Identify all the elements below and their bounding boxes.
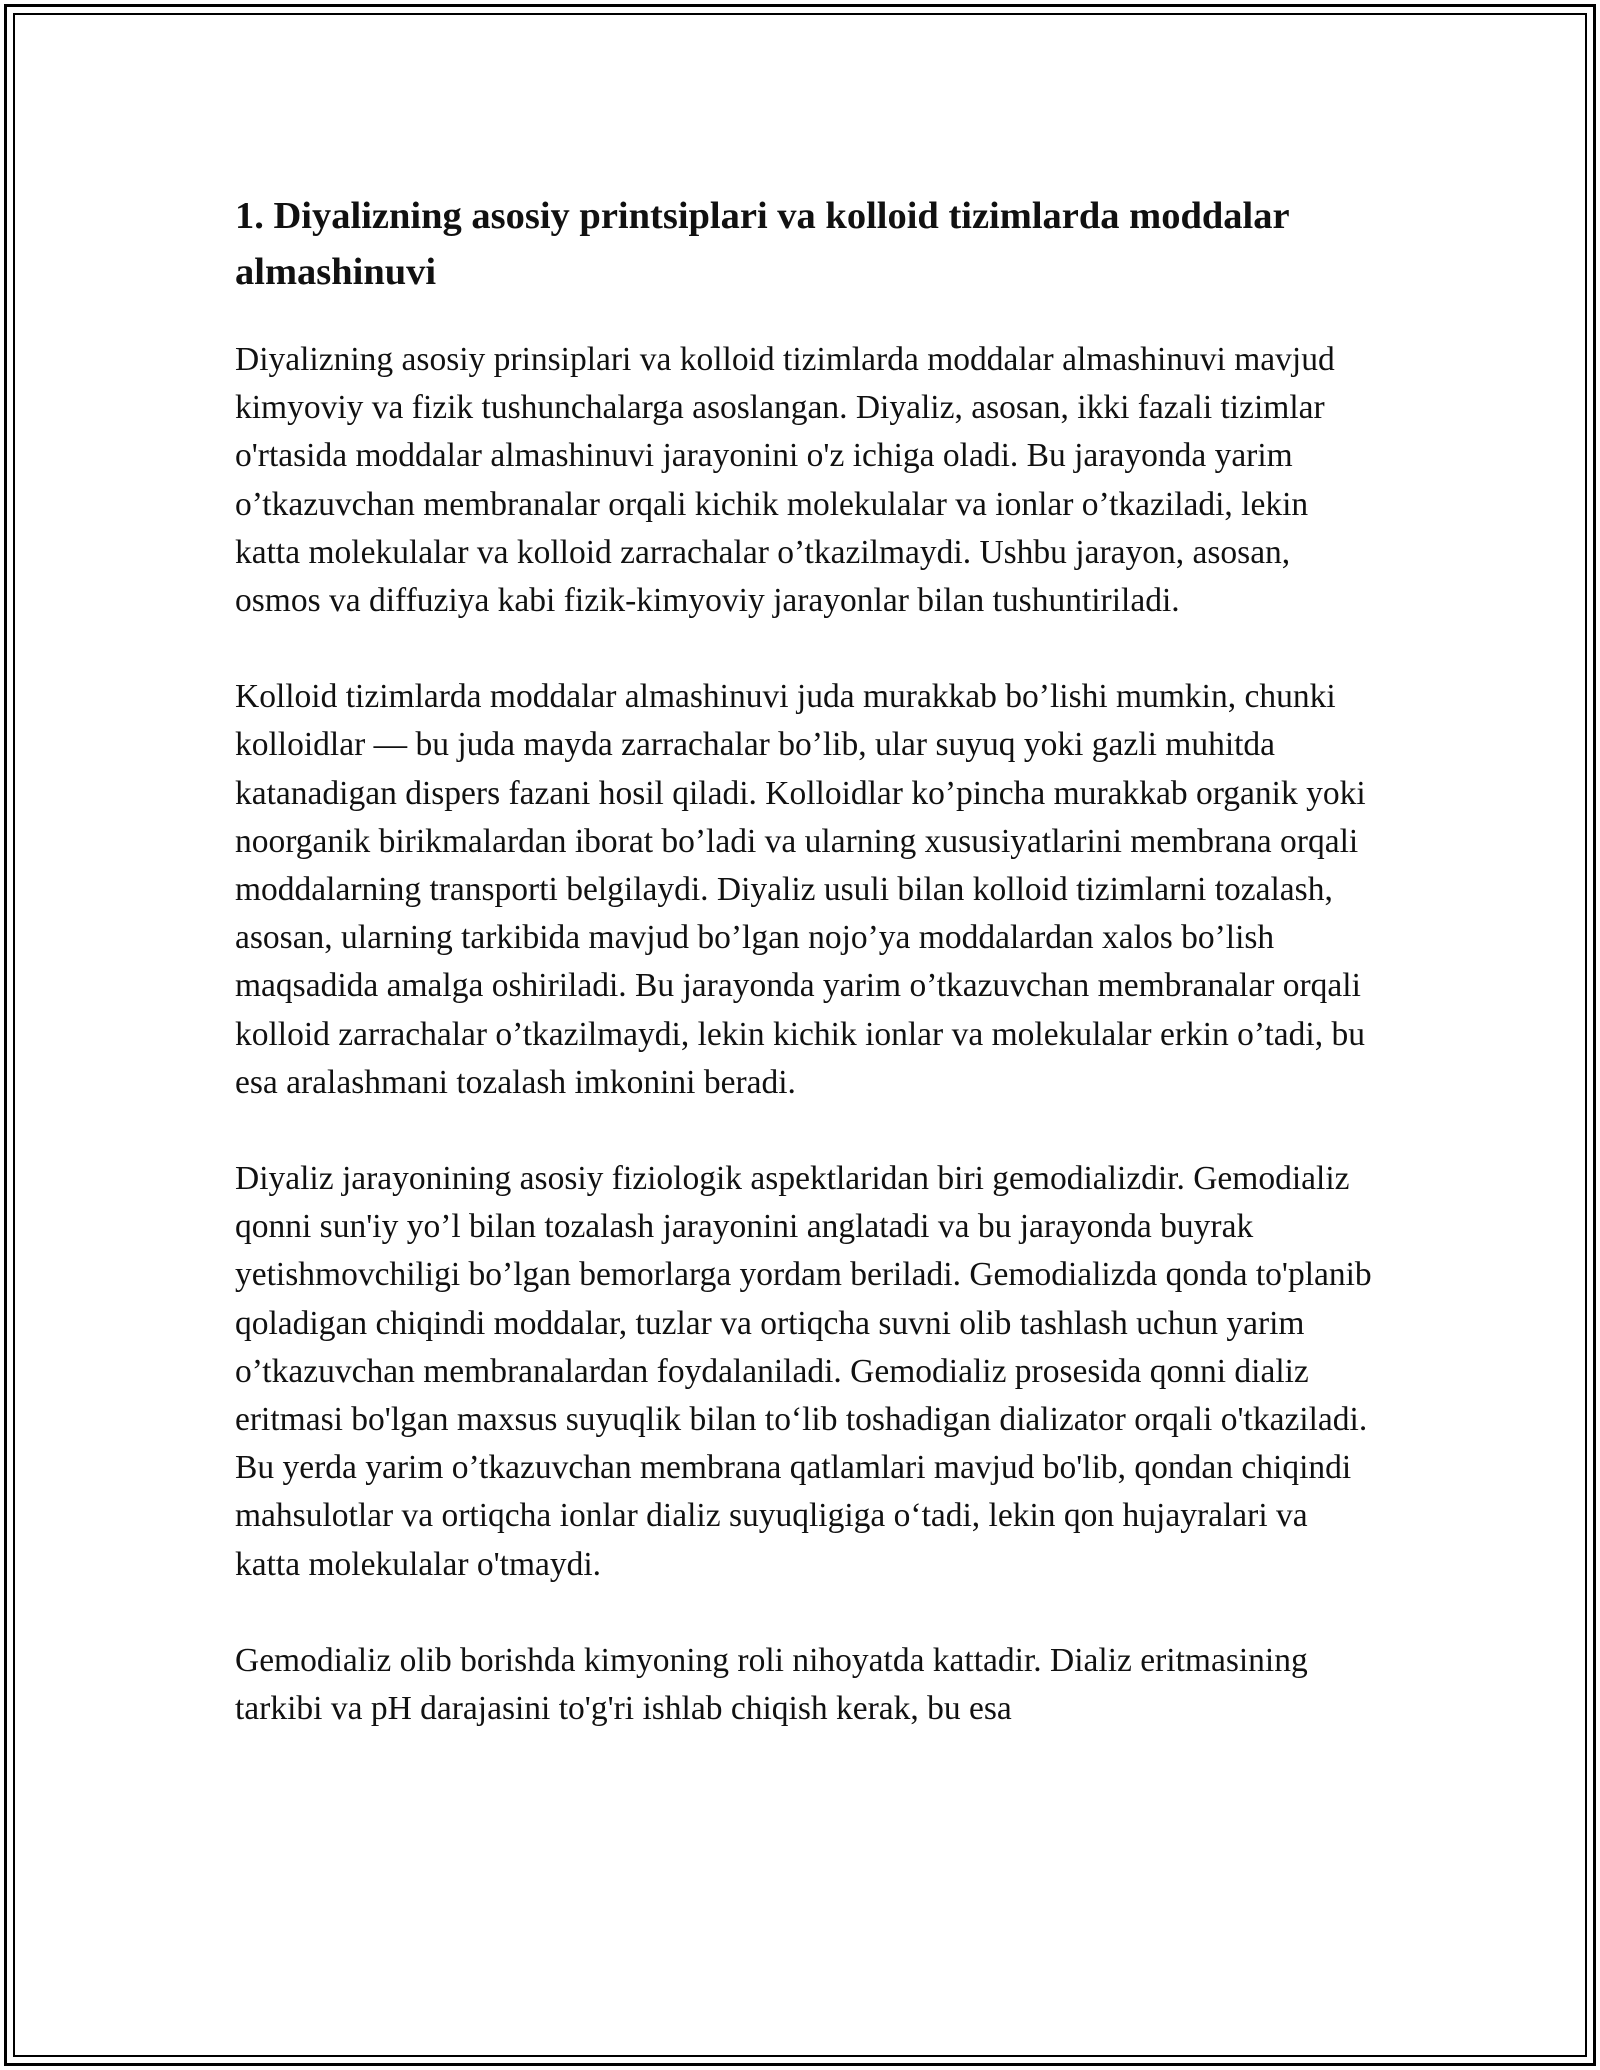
paragraph-4: Gemodializ olib borishda kimyoning roli nihoyatda kattadir. Dializ eritmasining tarkibi va pH darajasini to'g'ri ishlab chiqish kerak, bu esa (235, 1641, 1308, 1728)
section-heading: 1. Diyalizning asosiy printsiplari va kolloid tizimlarda moddalar almashinuvi (235, 195, 1289, 293)
paragraph-2: Kolloid tizimlarda moddalar almashinuvi juda murakkab bo’lishi mumkin, chunki kolloidlar — bu juda mayda zarrachalar bo’lib, ular suyuq yoki gazli muhitda katanadigan dispers fazani hosil qiladi. Kolloidlar ko’pincha murakkab organik yoki noorganik birikmalardan iborat bo’ladi va ularning xususiyatlarini membrana orqali moddalarning transporti belgilaydi. Diyaliz usuli bilan kolloid tizimlarni tozalash, asosan, ularning tarkibida mavjud bo’lgan nojo’ya moddalardan xalos bo’lish maqsadida amalga oshiriladi. Bu jarayonda yarim o’tkazuvchan membranalar orqali kolloid zarrachalar o’tkazilmaydi, lekin kichik ionlar va molekulalar erkin o’tadi, bu esa aralashmani tozalash imkonini beradi. (235, 678, 1366, 1101)
paragraph-3: Diyaliz jarayonining asosiy fiziologik aspektlaridan biri gemodializdir. Gemodializ qonni sun'iy yo’l bilan tozalash jarayonini anglatadi va bu jarayonda buyrak yetishmovchiligi bo’lgan bemorlarga yordam beriladi. Gemodializda qonda to'planib qoladigan chiqindi moddalar, tuzlar va ortiqcha suvni olib tashlash uchun yarim o’tkazuvchan membranalardan foydalaniladi. Gemodializ prosesida qonni dializ eritmasi bo'lgan maxsus suyuqlik bilan to‘lib toshadigan dializator orqali o'tkaziladi. Bu yerda yarim o’tkazuvchan membrana qatlamlari mavjud bo'lib, qondan chiqindi mahsulotlar va ortiqcha ionlar dializ suyuqligiga o‘tadi, lekin qon hujayralari va katta molekulalar o'tmaydi. (235, 1160, 1372, 1583)
document-body (235, 188, 1375, 1781)
paragraph-1: Diyalizning asosiy prinsiplari va kolloid tizimlarda moddalar almashinuvi mavjud kimyoviy va fizik tushunchalarga asoslangan. Diyaliz, asosan, ikki fazali tizimlar o'rtasida moddalar almashinuvi jarayonini o'z ichiga oladi. Bu jarayonda yarim o’tkazuvchan membranalar orqali kichik molekulalar va ionlar o’tkaziladi, lekin katta molekulalar va kolloid zarrachalar o’tkazilmaydi. Ushbu jarayon, asosan, osmos va diffuziya kabi fizik-kimyoviy jarayonlar bilan tushuntiriladi. (235, 341, 1335, 620)
